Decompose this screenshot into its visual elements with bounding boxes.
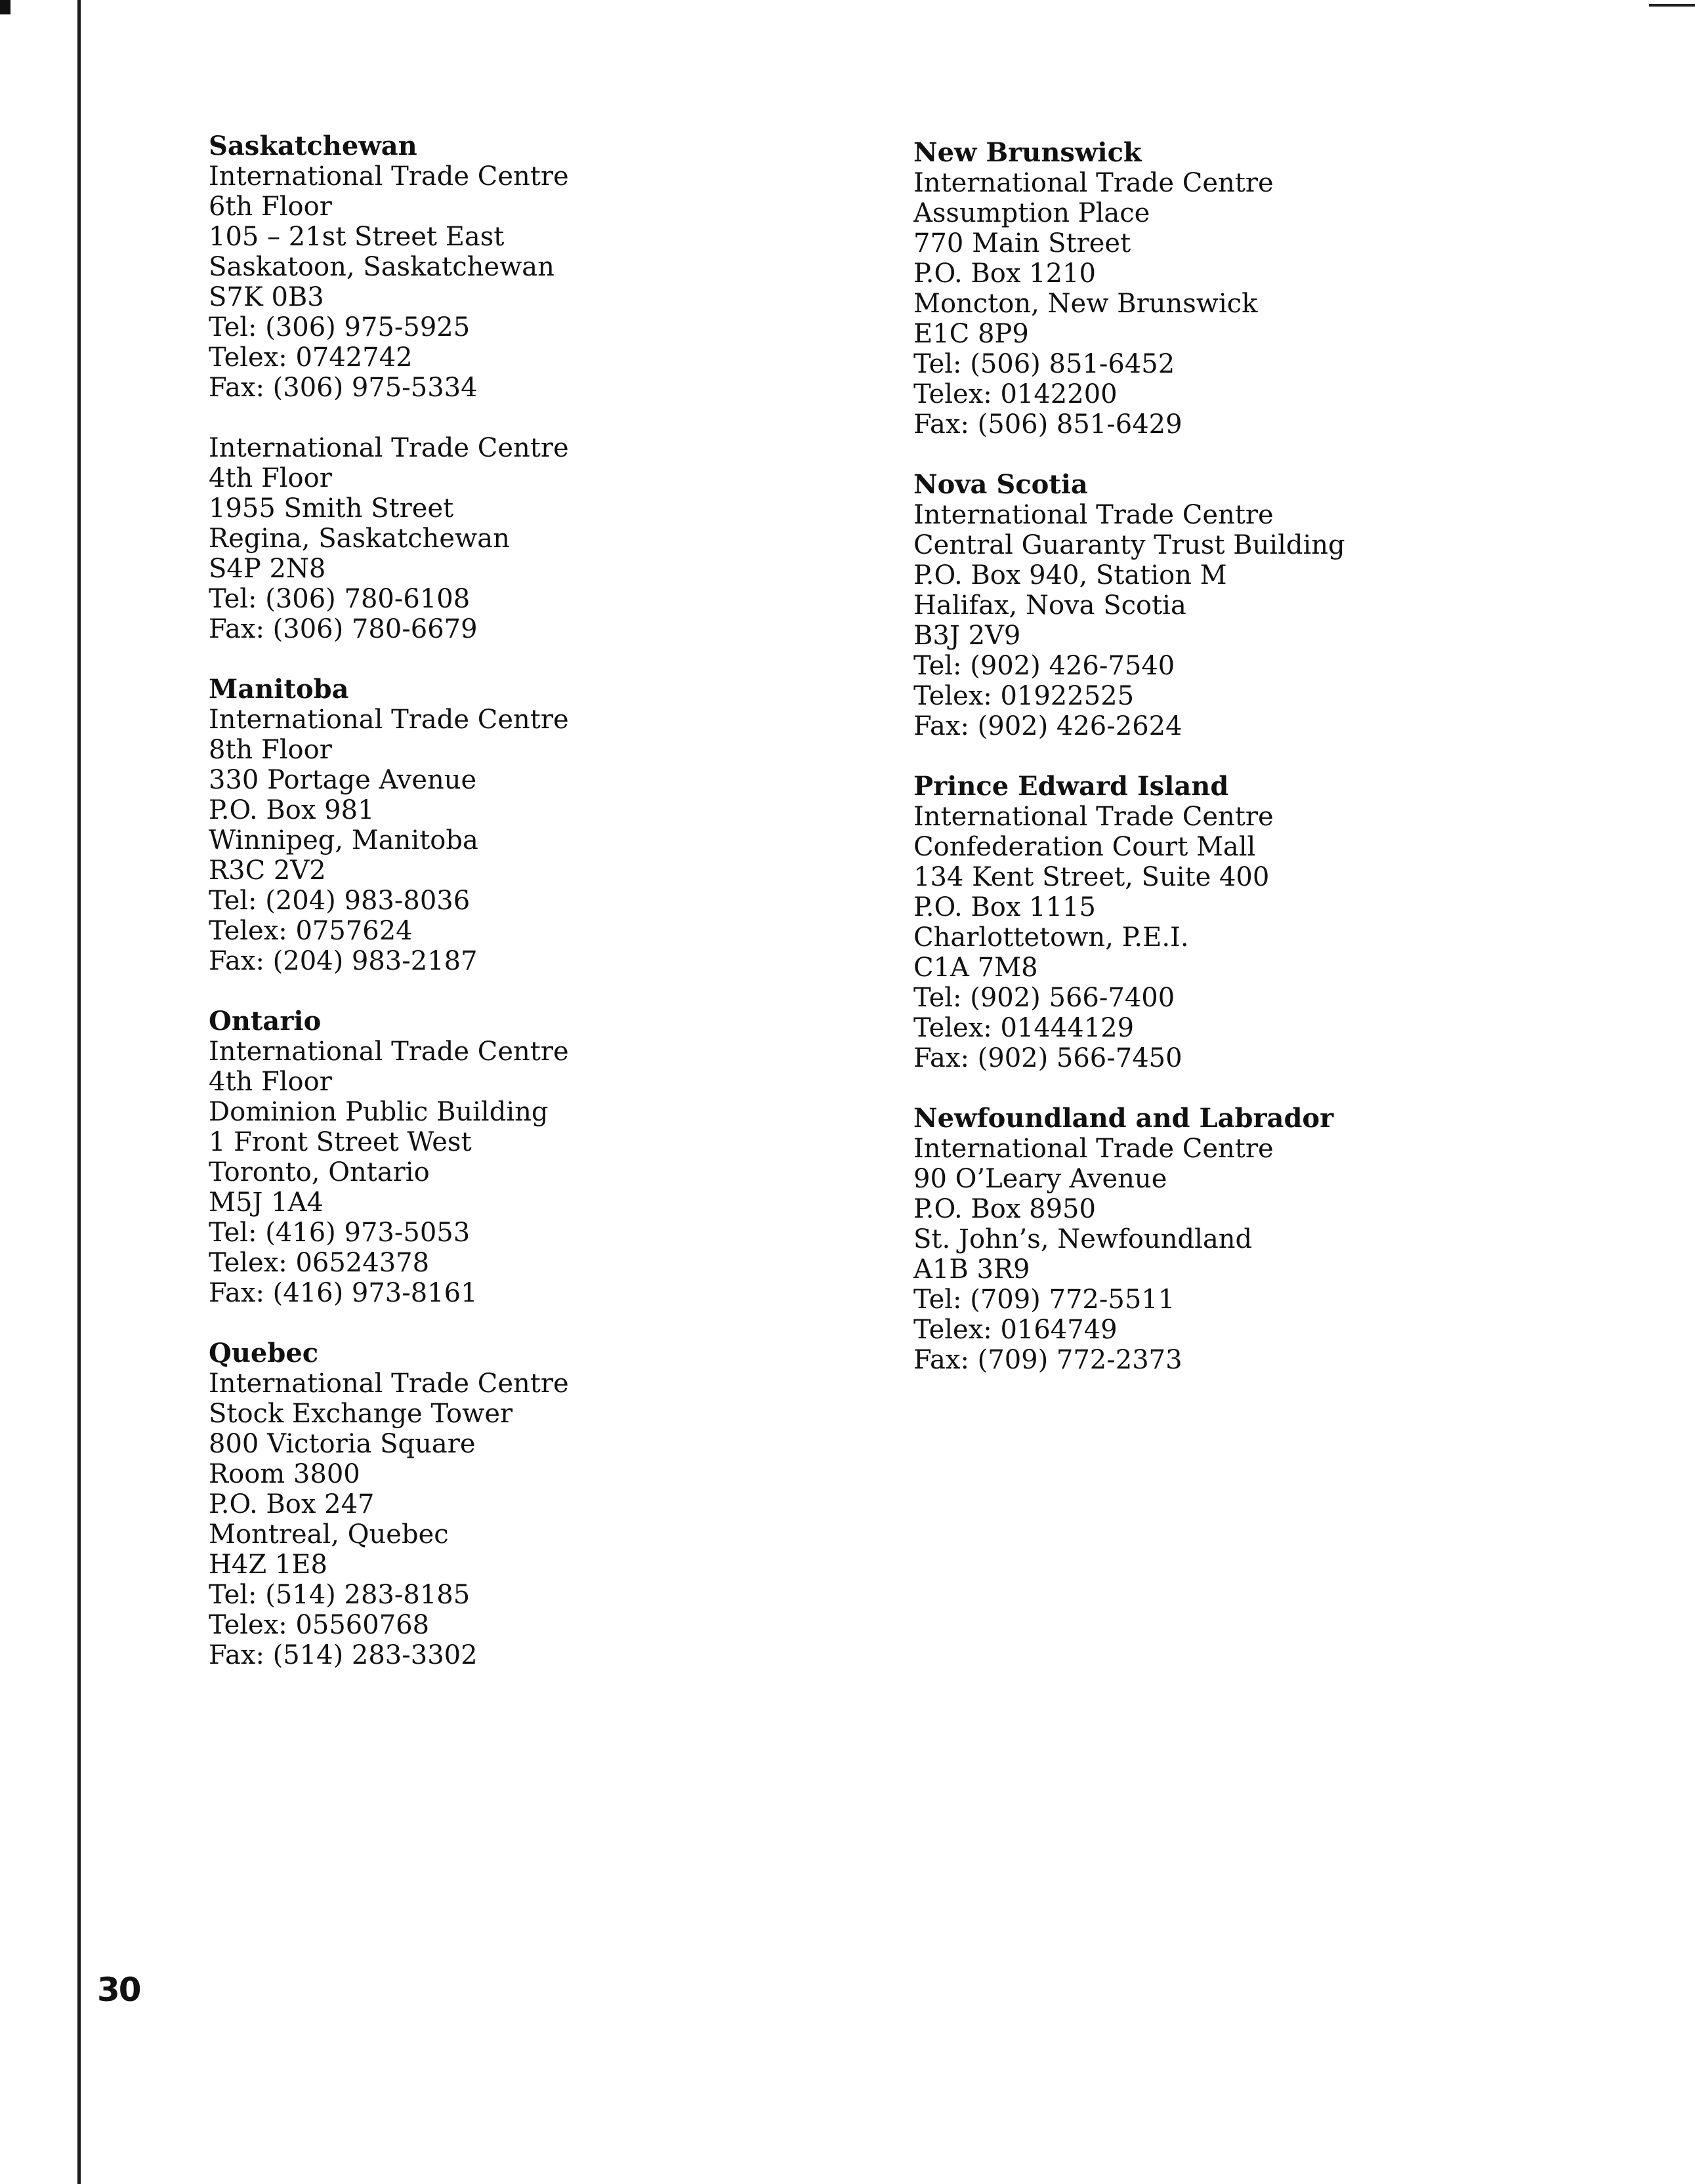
address-line: Tel: (902) 566-7400 [913,983,1175,1013]
address-line: Toronto, Ontario [209,1157,430,1187]
address-line: Telex: 0164749 [913,1315,1118,1345]
address-line: Saskatoon, Saskatchewan [209,252,555,282]
address-line: International Trade Centre [913,168,1274,198]
address-line: Fax: (709) 772-2373 [913,1345,1182,1375]
office-address-block [209,674,865,976]
address-line: Tel: (709) 772-5511 [913,1285,1175,1315]
address-line: P.O. Box 940, Station M [913,560,1227,590]
address-line: 134 Kent Street, Suite 400 [913,862,1270,892]
address-line: Fax: (902) 566-7450 [913,1043,1182,1073]
address-line: Fax: (306) 780-6679 [209,614,478,644]
province-heading: Manitoba [209,674,349,705]
address-line: Tel: (416) 973-5053 [209,1218,471,1248]
address-line: Central Guaranty Trust Building [913,530,1345,560]
office-address-block [209,1006,865,1308]
address-line: Dominion Public Building [209,1097,549,1127]
office-address-block [209,433,865,644]
address-line: International Trade Centre [913,802,1274,832]
address-line: S7K 0B3 [209,282,324,312]
address-line: P.O. Box 247 [209,1489,375,1519]
address-line: Room 3800 [209,1459,360,1489]
province-heading: Saskatchewan [209,131,417,161]
address-line: M5J 1A4 [209,1187,324,1218]
address-line: International Trade Centre [209,705,569,735]
address-line: Fax: (204) 983-2187 [209,946,478,976]
office-address-block [913,470,1570,741]
scan-corner-mark [0,0,10,14]
address-line: Moncton, New Brunswick [913,289,1258,319]
address-line: S4P 2N8 [209,554,326,584]
address-line: B3J 2V9 [913,621,1021,651]
address-line: Telex: 0742742 [209,342,413,373]
address-line: Assumption Place [913,198,1150,228]
address-line: International Trade Centre [913,1134,1274,1164]
address-line: Tel: (902) 426-7540 [913,651,1175,681]
address-line: 8th Floor [209,735,332,765]
address-line: Fax: (416) 973-8161 [209,1278,478,1308]
address-line: 4th Floor [209,1067,332,1097]
address-line: P.O. Box 1210 [913,258,1096,289]
address-line: P.O. Box 1115 [913,892,1096,922]
address-line: Telex: 0757624 [209,916,413,946]
scan-edge-mark [1649,4,1695,7]
address-line: Montreal, Quebec [209,1519,449,1550]
address-line: 90 O’Leary Avenue [913,1164,1167,1194]
province-heading: Newfoundland and Labrador [913,1103,1334,1134]
address-line: Telex: 01444129 [913,1013,1135,1043]
address-line: International Trade Centre [209,1369,569,1399]
address-line: E1C 8P9 [913,319,1029,349]
address-line: 105 – 21st Street East [209,222,505,252]
address-line: Fax: (306) 975-5334 [209,373,478,403]
address-line: Fax: (902) 426-2624 [913,711,1182,741]
address-line: 330 Portage Avenue [209,765,477,795]
address-line: R3C 2V2 [209,855,326,886]
address-line: Tel: (514) 283-8185 [209,1580,471,1610]
right-column [913,138,1570,1405]
address-line: 6th Floor [209,192,332,222]
address-line: Confederation Court Mall [913,832,1256,862]
address-line: Charlottetown, P.E.I. [913,922,1189,953]
left-column [209,131,865,1700]
address-line: Telex: 05560768 [209,1610,430,1640]
address-line: Telex: 0142200 [913,379,1118,409]
page-number: 30 [97,1971,140,2009]
address-line: P.O. Box 981 [209,795,375,825]
address-line: C1A 7M8 [913,953,1038,983]
address-line: 770 Main Street [913,228,1131,258]
province-heading: Nova Scotia [913,469,1088,500]
address-line: 1 Front Street West [209,1127,472,1157]
office-address-block [209,131,865,403]
address-line: Stock Exchange Tower [209,1399,513,1429]
address-line: St. John’s, Newfoundland [913,1224,1253,1254]
office-address-block [913,138,1570,440]
address-line: A1B 3R9 [913,1254,1030,1285]
address-line: Tel: (204) 983-8036 [209,886,471,916]
address-line: H4Z 1E8 [209,1550,327,1580]
province-heading: New Brunswick [913,137,1142,168]
province-heading: Quebec [209,1338,319,1369]
address-line: Winnipeg, Manitoba [209,825,478,855]
office-address-block [209,1338,865,1670]
address-line: International Trade Centre [209,433,569,463]
office-address-block [913,1103,1570,1375]
address-line: 4th Floor [209,463,332,493]
address-line: Tel: (306) 975-5925 [209,312,471,342]
address-line: International Trade Centre [913,500,1274,530]
address-line: Fax: (514) 283-3302 [209,1640,478,1670]
province-heading: Prince Edward Island [913,771,1229,802]
address-line: Tel: (306) 780-6108 [209,584,471,614]
address-line: Telex: 06524378 [209,1248,430,1278]
address-line: Halifax, Nova Scotia [913,590,1186,621]
page-margin-rule [77,0,81,2184]
address-line: 1955 Smith Street [209,493,454,524]
address-line: Regina, Saskatchewan [209,524,510,554]
address-line: International Trade Centre [209,161,569,192]
address-line: 800 Victoria Square [209,1429,476,1459]
address-line: P.O. Box 8950 [913,1194,1096,1224]
province-heading: Ontario [209,1006,322,1037]
address-line: Tel: (506) 851-6452 [913,349,1175,379]
address-line: Fax: (506) 851-6429 [913,409,1182,440]
address-line: International Trade Centre [209,1037,569,1067]
office-address-block [913,772,1570,1073]
address-line: Telex: 01922525 [913,681,1135,711]
